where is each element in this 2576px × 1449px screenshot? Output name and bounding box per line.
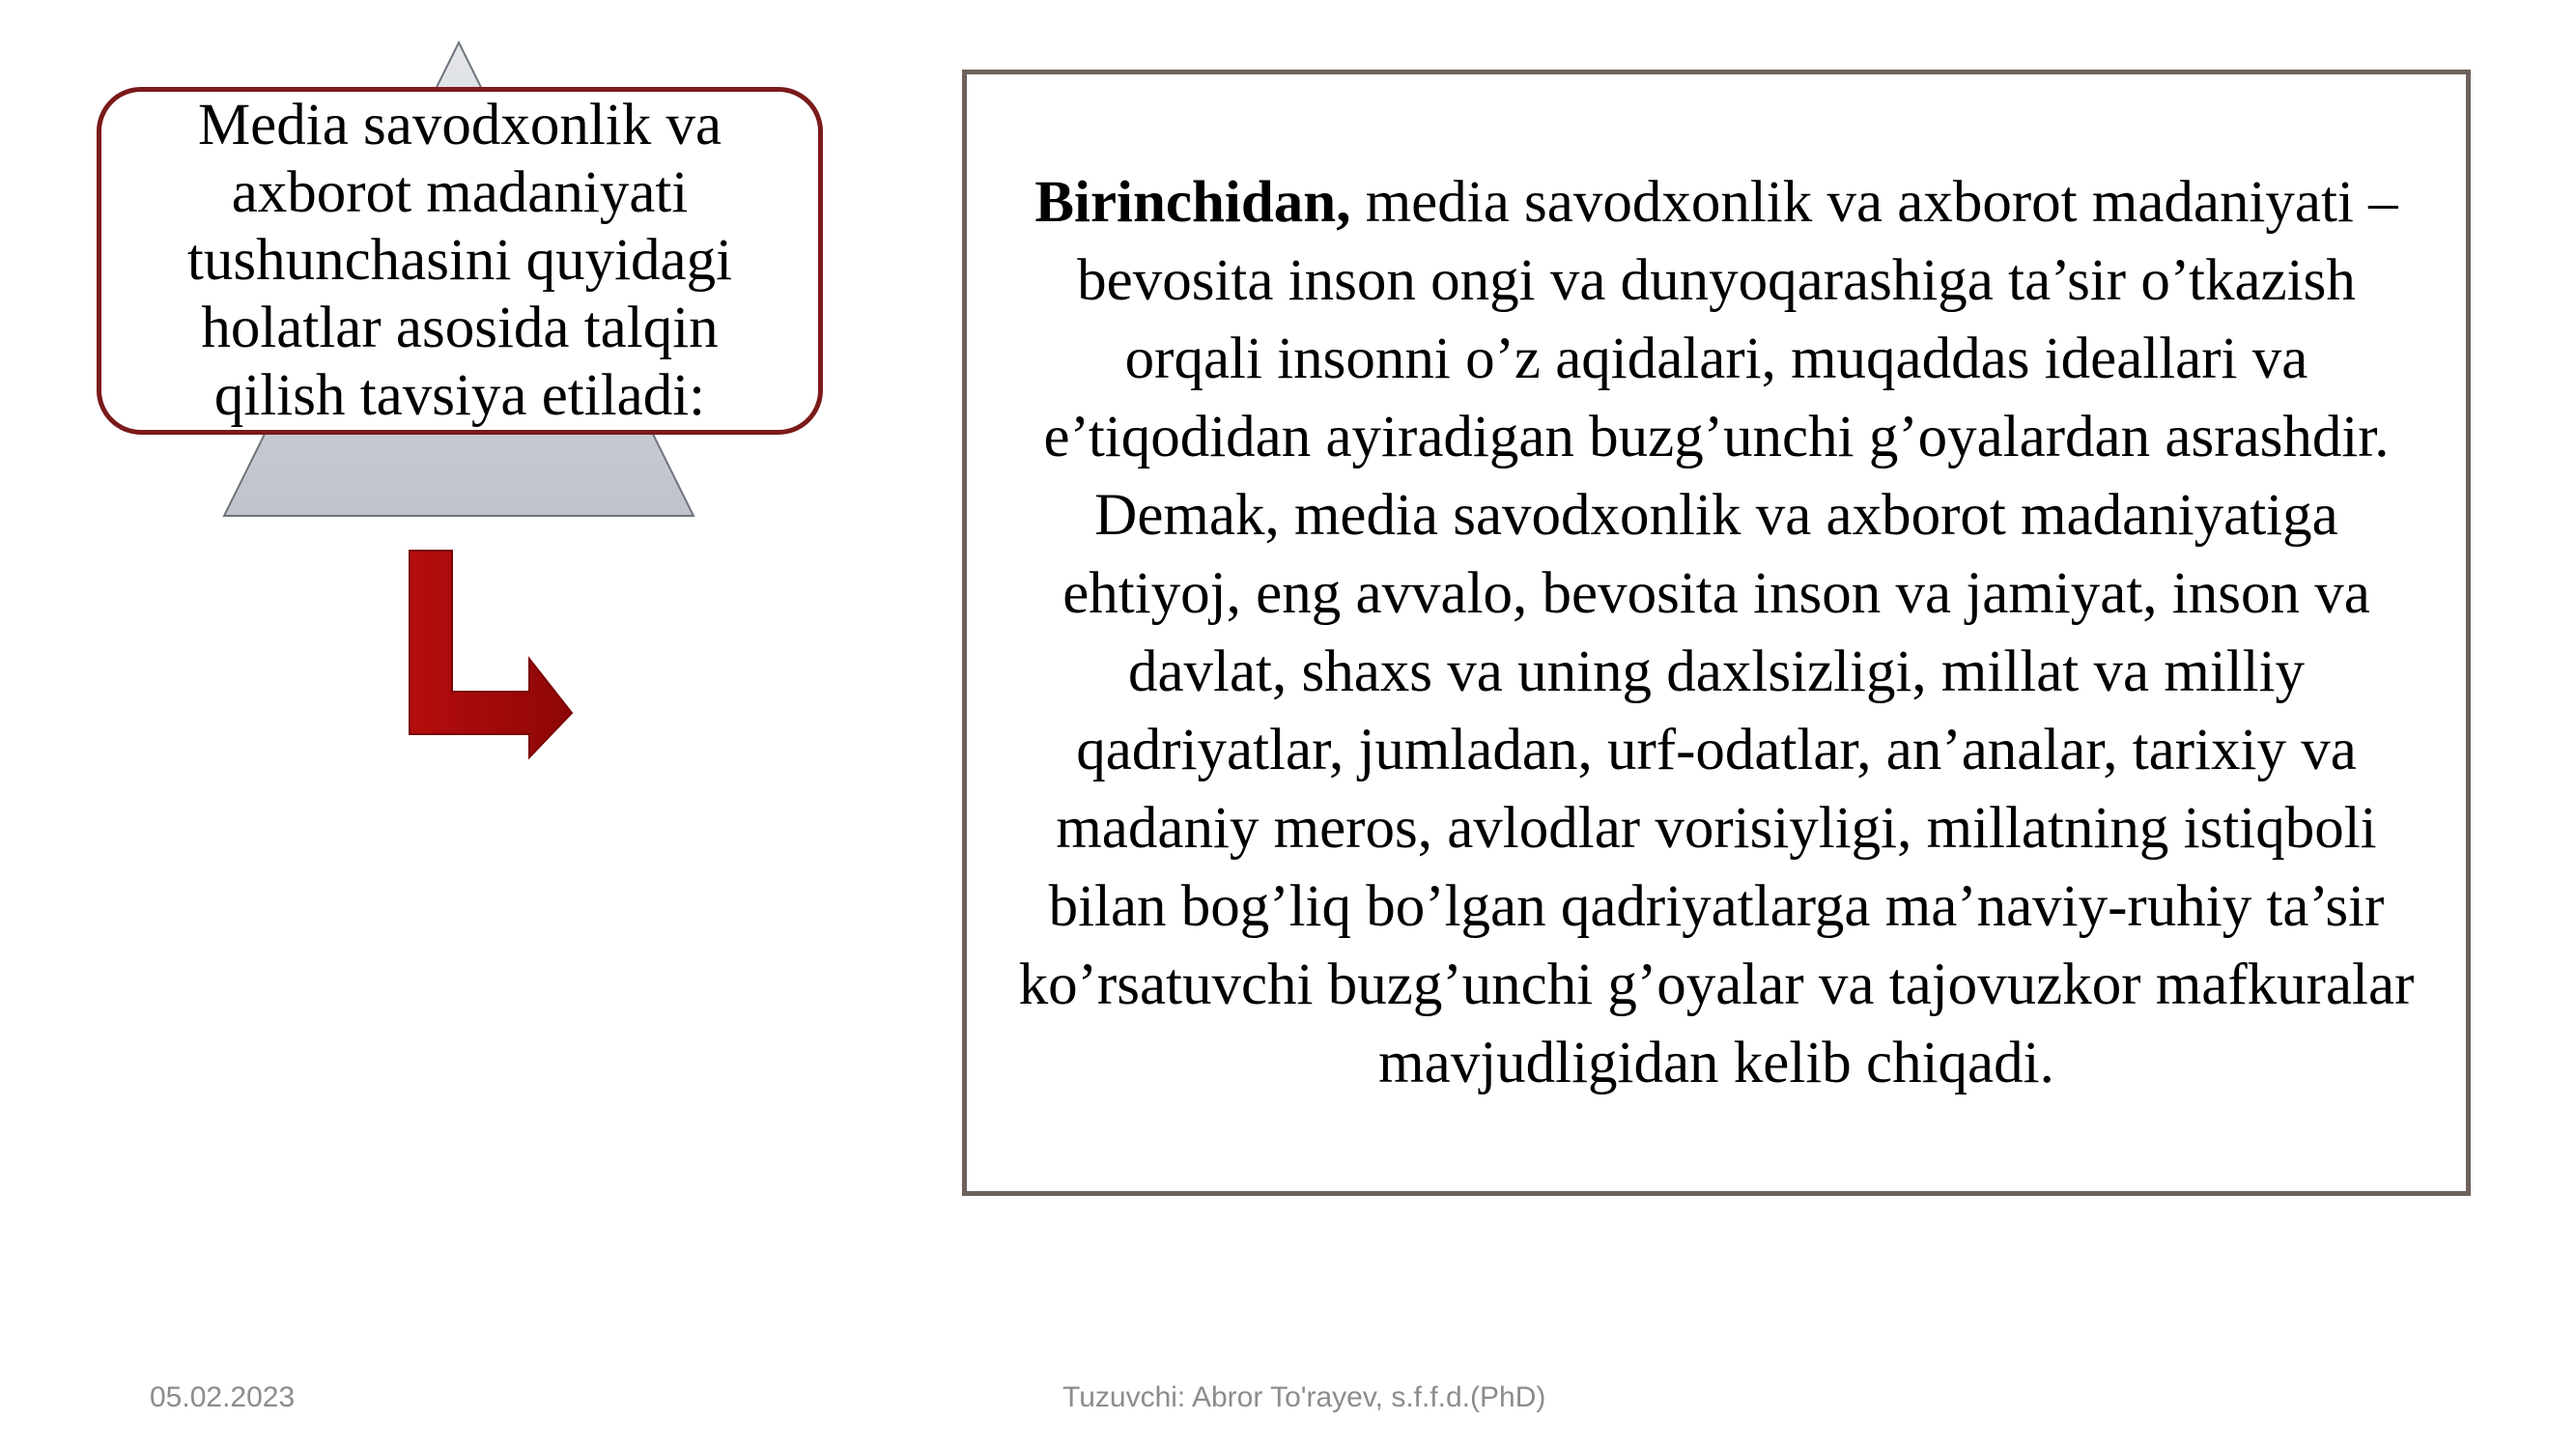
content-box [962, 70, 2471, 1196]
content-paragraph [1005, 163, 2427, 1102]
footer-date: 05.02.2023 [150, 1381, 296, 1413]
content-lead: Birinchidan, [1034, 170, 1351, 235]
footer-author: Tuzuvchi: Abror To'rayev, s.f.f.d.(PhD) [1062, 1381, 1546, 1413]
bent-arrow-right-icon [406, 547, 576, 761]
callout-text: Media savodxonlik va axborot madaniyati tushunchasini quyidagi holatlar asosida talqin qilish tavsiya etiladi: [186, 93, 733, 428]
content-body: media savodxonlik va axborot madaniyati – bevosita inson ongi va dunyoqarashiga ta’sir o’tkazish orqali insonni o’z aqidalari, muqaddas ideallari va e’tiqodidan ayiradigan buzg’unchi g’oyalardan asrashdir. Demak, media savodxonlik va axborot madaniyatiga ehtiyoj, eng avvalo, bevosita inson va jamiyat, inson va davlat, shaxs va uning daxlsizligi, millat va milliy qadriyatlar, jumladan, urf-odatlar, an’analar, tarixiy va madaniy meros, avlodlar vorisiyligi, millatning istiqboli bilan bog’liq bo’lgan qadriyatlarga ma’naviy-ruhiy ta’sir ko’rsatuvchi buzg’unchi g’oyalar va tajovuzkor mafkuralar mavjudligidan kelib chiqadi. [1018, 170, 2415, 1095]
callout-box [97, 87, 823, 435]
